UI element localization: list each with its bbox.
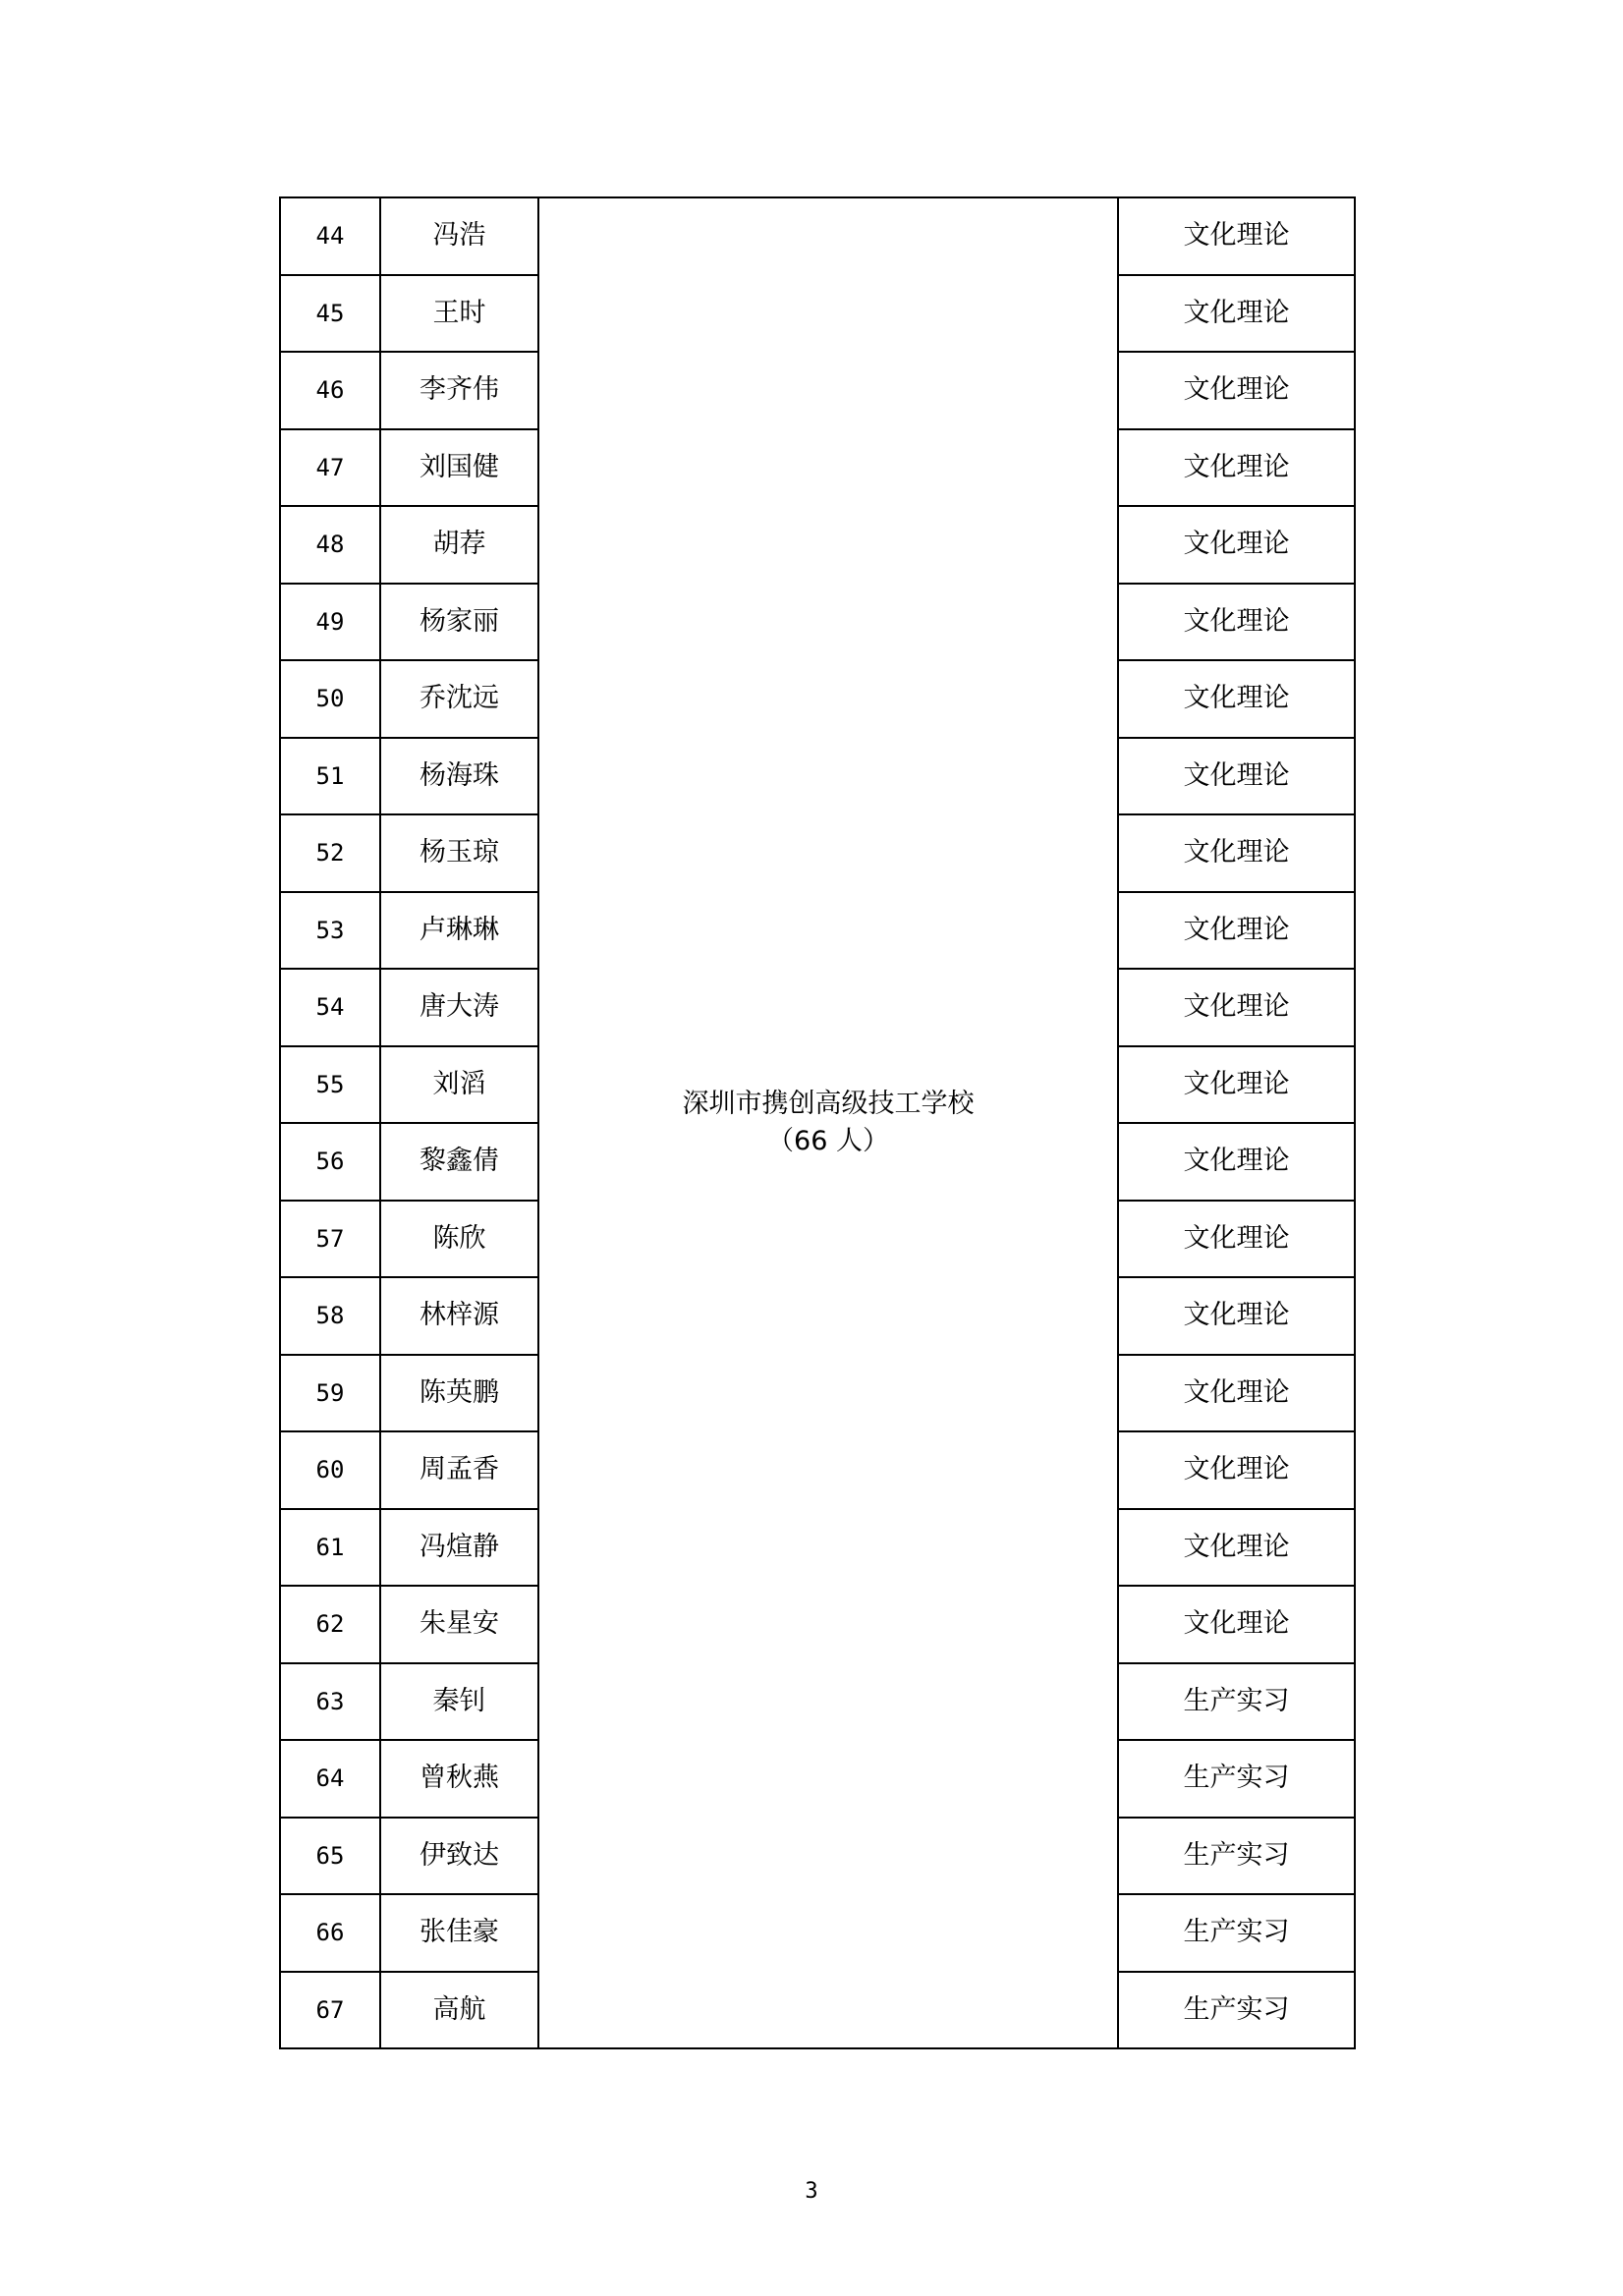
row-number-cell: 54	[280, 969, 380, 1046]
row-number-cell: 55	[280, 1046, 380, 1124]
training-type-cell: 文化理论	[1118, 969, 1355, 1046]
training-type-cell: 文化理论	[1118, 584, 1355, 661]
row-number-cell: 52	[280, 814, 380, 892]
training-type-cell: 文化理论	[1118, 1509, 1355, 1587]
student-name-cell: 冯浩	[380, 197, 538, 275]
row-number-cell: 64	[280, 1740, 380, 1818]
training-type-cell: 文化理论	[1118, 814, 1355, 892]
training-type-cell: 生产实习	[1118, 1818, 1355, 1895]
row-number-cell: 63	[280, 1663, 380, 1741]
training-type-cell: 文化理论	[1118, 275, 1355, 353]
row-number-cell: 53	[280, 892, 380, 970]
student-name-cell: 黎鑫倩	[380, 1123, 538, 1201]
training-type-cell: 文化理论	[1118, 1586, 1355, 1663]
training-type-cell: 文化理论	[1118, 1046, 1355, 1124]
row-number-cell: 67	[280, 1972, 380, 2049]
student-name-cell: 周孟香	[380, 1431, 538, 1509]
roster-table	[279, 196, 1356, 2049]
student-name-cell: 杨家丽	[380, 584, 538, 661]
school-cell	[538, 197, 1118, 2048]
row-number-cell: 48	[280, 506, 380, 584]
row-number-cell: 44	[280, 197, 380, 275]
row-number-cell: 49	[280, 584, 380, 661]
row-number-cell: 46	[280, 352, 380, 429]
training-type-cell: 生产实习	[1118, 1894, 1355, 1972]
student-name-cell: 陈欣	[380, 1201, 538, 1278]
page-number: 3	[805, 2179, 818, 2204]
training-type-cell: 文化理论	[1118, 1355, 1355, 1432]
row-number-cell: 59	[280, 1355, 380, 1432]
student-name-cell: 杨海珠	[380, 738, 538, 815]
school-count: （66 人）	[767, 1126, 889, 1156]
training-type-cell: 文化理论	[1118, 352, 1355, 429]
row-number-cell: 50	[280, 660, 380, 738]
student-name-cell: 刘滔	[380, 1046, 538, 1124]
student-name-cell: 刘国健	[380, 429, 538, 507]
training-type-cell: 文化理论	[1118, 506, 1355, 584]
student-name-cell: 冯煊静	[380, 1509, 538, 1587]
student-name-cell: 张佳豪	[380, 1894, 538, 1972]
row-number-cell: 61	[280, 1509, 380, 1587]
row-number-cell: 60	[280, 1431, 380, 1509]
student-name-cell: 唐大涛	[380, 969, 538, 1046]
row-number-cell: 56	[280, 1123, 380, 1201]
student-name-cell: 李齐伟	[380, 352, 538, 429]
student-name-cell: 林梓源	[380, 1277, 538, 1355]
student-name-cell: 高航	[380, 1972, 538, 2049]
training-type-cell: 文化理论	[1118, 429, 1355, 507]
table-row	[280, 197, 1355, 275]
student-name-cell: 陈英鹏	[380, 1355, 538, 1432]
training-type-cell: 文化理论	[1118, 1201, 1355, 1278]
training-type-cell: 文化理论	[1118, 1431, 1355, 1509]
roster-body	[280, 197, 1355, 2048]
student-name-cell: 胡荐	[380, 506, 538, 584]
student-name-cell: 杨玉琼	[380, 814, 538, 892]
row-number-cell: 45	[280, 275, 380, 353]
row-number-cell: 66	[280, 1894, 380, 1972]
school-name: 深圳市携创高级技工学校	[682, 1089, 975, 1119]
row-number-cell: 65	[280, 1818, 380, 1895]
student-name-cell: 王时	[380, 275, 538, 353]
row-number-cell: 57	[280, 1201, 380, 1278]
student-name-cell: 曾秋燕	[380, 1740, 538, 1818]
training-type-cell: 文化理论	[1118, 1123, 1355, 1201]
training-type-cell: 文化理论	[1118, 660, 1355, 738]
training-type-cell: 文化理论	[1118, 738, 1355, 815]
student-name-cell: 秦钊	[380, 1663, 538, 1741]
row-number-cell: 58	[280, 1277, 380, 1355]
student-name-cell: 乔沈远	[380, 660, 538, 738]
training-type-cell: 生产实习	[1118, 1972, 1355, 2049]
row-number-cell: 62	[280, 1586, 380, 1663]
training-type-cell: 文化理论	[1118, 1277, 1355, 1355]
student-name-cell: 伊致达	[380, 1818, 538, 1895]
training-type-cell: 生产实习	[1118, 1663, 1355, 1741]
row-number-cell: 47	[280, 429, 380, 507]
training-type-cell: 文化理论	[1118, 892, 1355, 970]
training-type-cell: 生产实习	[1118, 1740, 1355, 1818]
student-name-cell: 朱星安	[380, 1586, 538, 1663]
student-name-cell: 卢琳琳	[380, 892, 538, 970]
training-type-cell: 文化理论	[1118, 197, 1355, 275]
row-number-cell: 51	[280, 738, 380, 815]
